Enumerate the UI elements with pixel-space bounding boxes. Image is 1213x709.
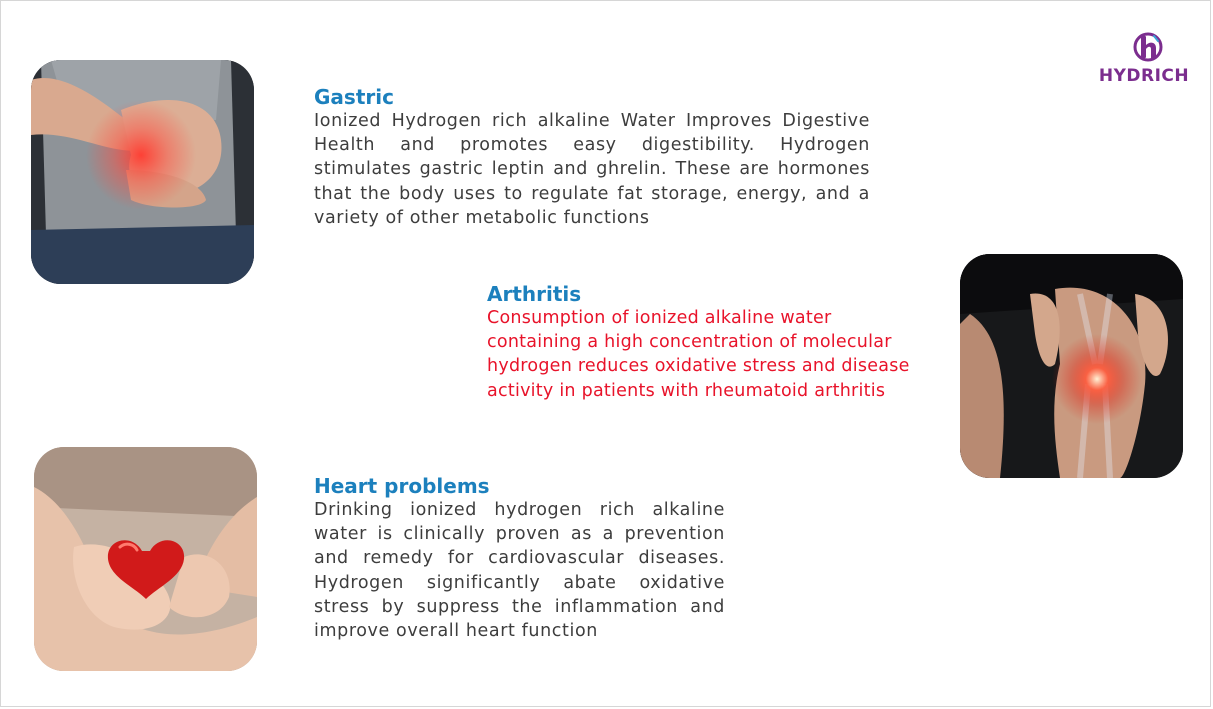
stomach-pain-photo [31,60,254,284]
gastric-heading: Gastric [314,85,394,109]
brand-name: HYDRICH [1098,66,1190,86]
knee-pain-photo [960,254,1183,478]
arthritis-section [487,282,917,403]
brand-logo [1092,32,1196,90]
gastric-section [314,85,870,230]
gastric-text: Ionized Hydrogen rich alkaline Water Improves Digestive Health and promotes easy digestibility. Hydrogen stimulates gastric leptin and ghrelin. These are hormones that the body uses to regulate fat storage, energy, and a variety of other metabolic functions [314,111,870,228]
heart-heading: Heart problems [314,474,490,498]
arthritis-text: Consumption of ionized alkaline water containing a high concentration of molecular hydrogen reduces oxidative stress and disease activity in patients with rheumatoid arthritis [487,308,910,401]
heart-section [314,474,725,643]
heart-text: Drinking ionized hydrogen rich alkaline water is clinically proven as a prevention and remedy for cardiovascular diseases. Hydrogen significantly abate oxidative stress by suppress the inflammation and improve overall heart function [314,500,725,642]
arthritis-heading: Arthritis [487,282,582,306]
hands-holding-heart-photo [34,447,257,671]
hydrich-logo-icon [1132,32,1166,62]
